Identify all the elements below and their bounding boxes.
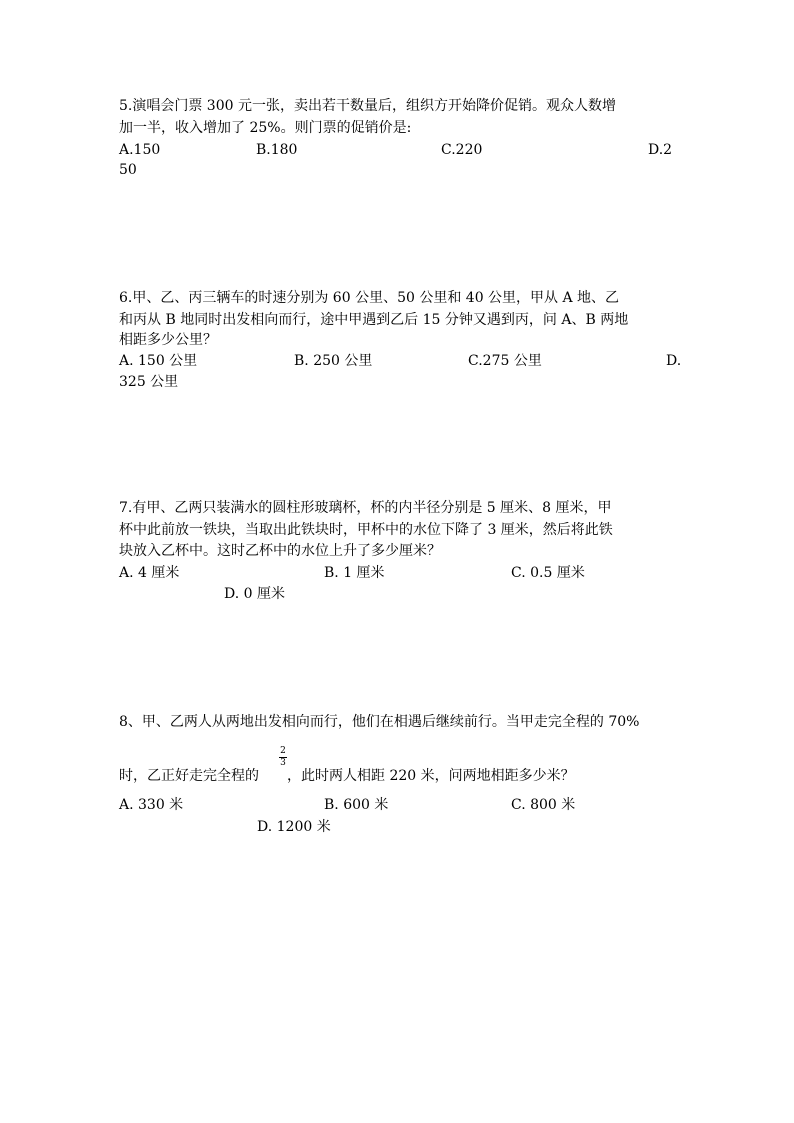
q6-line-3: 相距多少公里？: [119, 332, 217, 348]
q6-option-d-tail: 325 公里: [119, 374, 179, 390]
q7-option-d: D. 0 厘米: [224, 586, 285, 602]
q8-option-b: B. 600 米: [324, 797, 389, 813]
q5-option-d: D.2: [648, 142, 673, 158]
q8-option-d: D. 1200 米: [257, 819, 331, 835]
q5-line-2: 加一半，收入增加了 25%。则门票的促销价是:: [119, 120, 412, 136]
q8-fraction-denominator: 3: [280, 758, 286, 768]
q5-line-1: 5.演唱会门票 300 元一张，卖出若干数量后，组织方开始降价促销。观众人数增: [119, 98, 616, 114]
q6-option-a: A. 150 公里: [119, 353, 198, 369]
q7-option-a: A. 4 厘米: [119, 565, 180, 581]
q6-line-2: 和丙从 B 地同时出发相向而行，途中甲遇到乙后 15 分钟又遇到丙，问 A、B 两地: [119, 312, 629, 328]
q7-option-b: B. 1 厘米: [324, 565, 385, 581]
q8-line-2b: ，此时两人相距 220 米，问两地相距多少米？: [287, 768, 575, 784]
q7-line-1: 7.有甲、乙两只装满水的圆柱形玻璃杯，杯的内半径分别是 5 厘米、8 厘米，甲: [119, 500, 612, 516]
q8-line-1: 8、甲、乙两人从两地出发相向而行，他们在相遇后继续前行。当甲走完全程的 70%: [119, 714, 640, 730]
q5-option-b: B.180: [256, 142, 298, 158]
q6-option-b: B. 250 公里: [294, 353, 373, 369]
q8-line-2a: 时，乙正好走完全程的: [119, 768, 259, 784]
q8-option-a: A. 330 米: [119, 797, 184, 813]
q5-option-d-tail: 50: [119, 162, 137, 178]
q8-fraction-numerator: 2: [280, 746, 286, 756]
q7-line-3: 块放入乙杯中。这时乙杯中的水位上升了多少厘米？: [119, 543, 441, 559]
q7-option-c: C. 0.5 厘米: [511, 565, 585, 581]
q5-option-a: A.150: [119, 142, 161, 158]
q8-fraction: [279, 747, 287, 768]
q8-option-c: C. 800 米: [511, 797, 576, 813]
q7-line-2: 杯中此前放一铁块，当取出此铁块时，甲杯中的水位下降了 3 厘米，然后将此铁: [119, 522, 613, 538]
q6-option-c: C.275 公里: [468, 353, 542, 369]
q5-option-c: C.220: [441, 142, 483, 158]
q6-option-d: D.: [666, 353, 682, 369]
q6-line-1: 6.甲、乙、丙三辆车的时速分别为 60 公里、50 公里和 40 公里，甲从 A 地、乙: [119, 290, 620, 306]
